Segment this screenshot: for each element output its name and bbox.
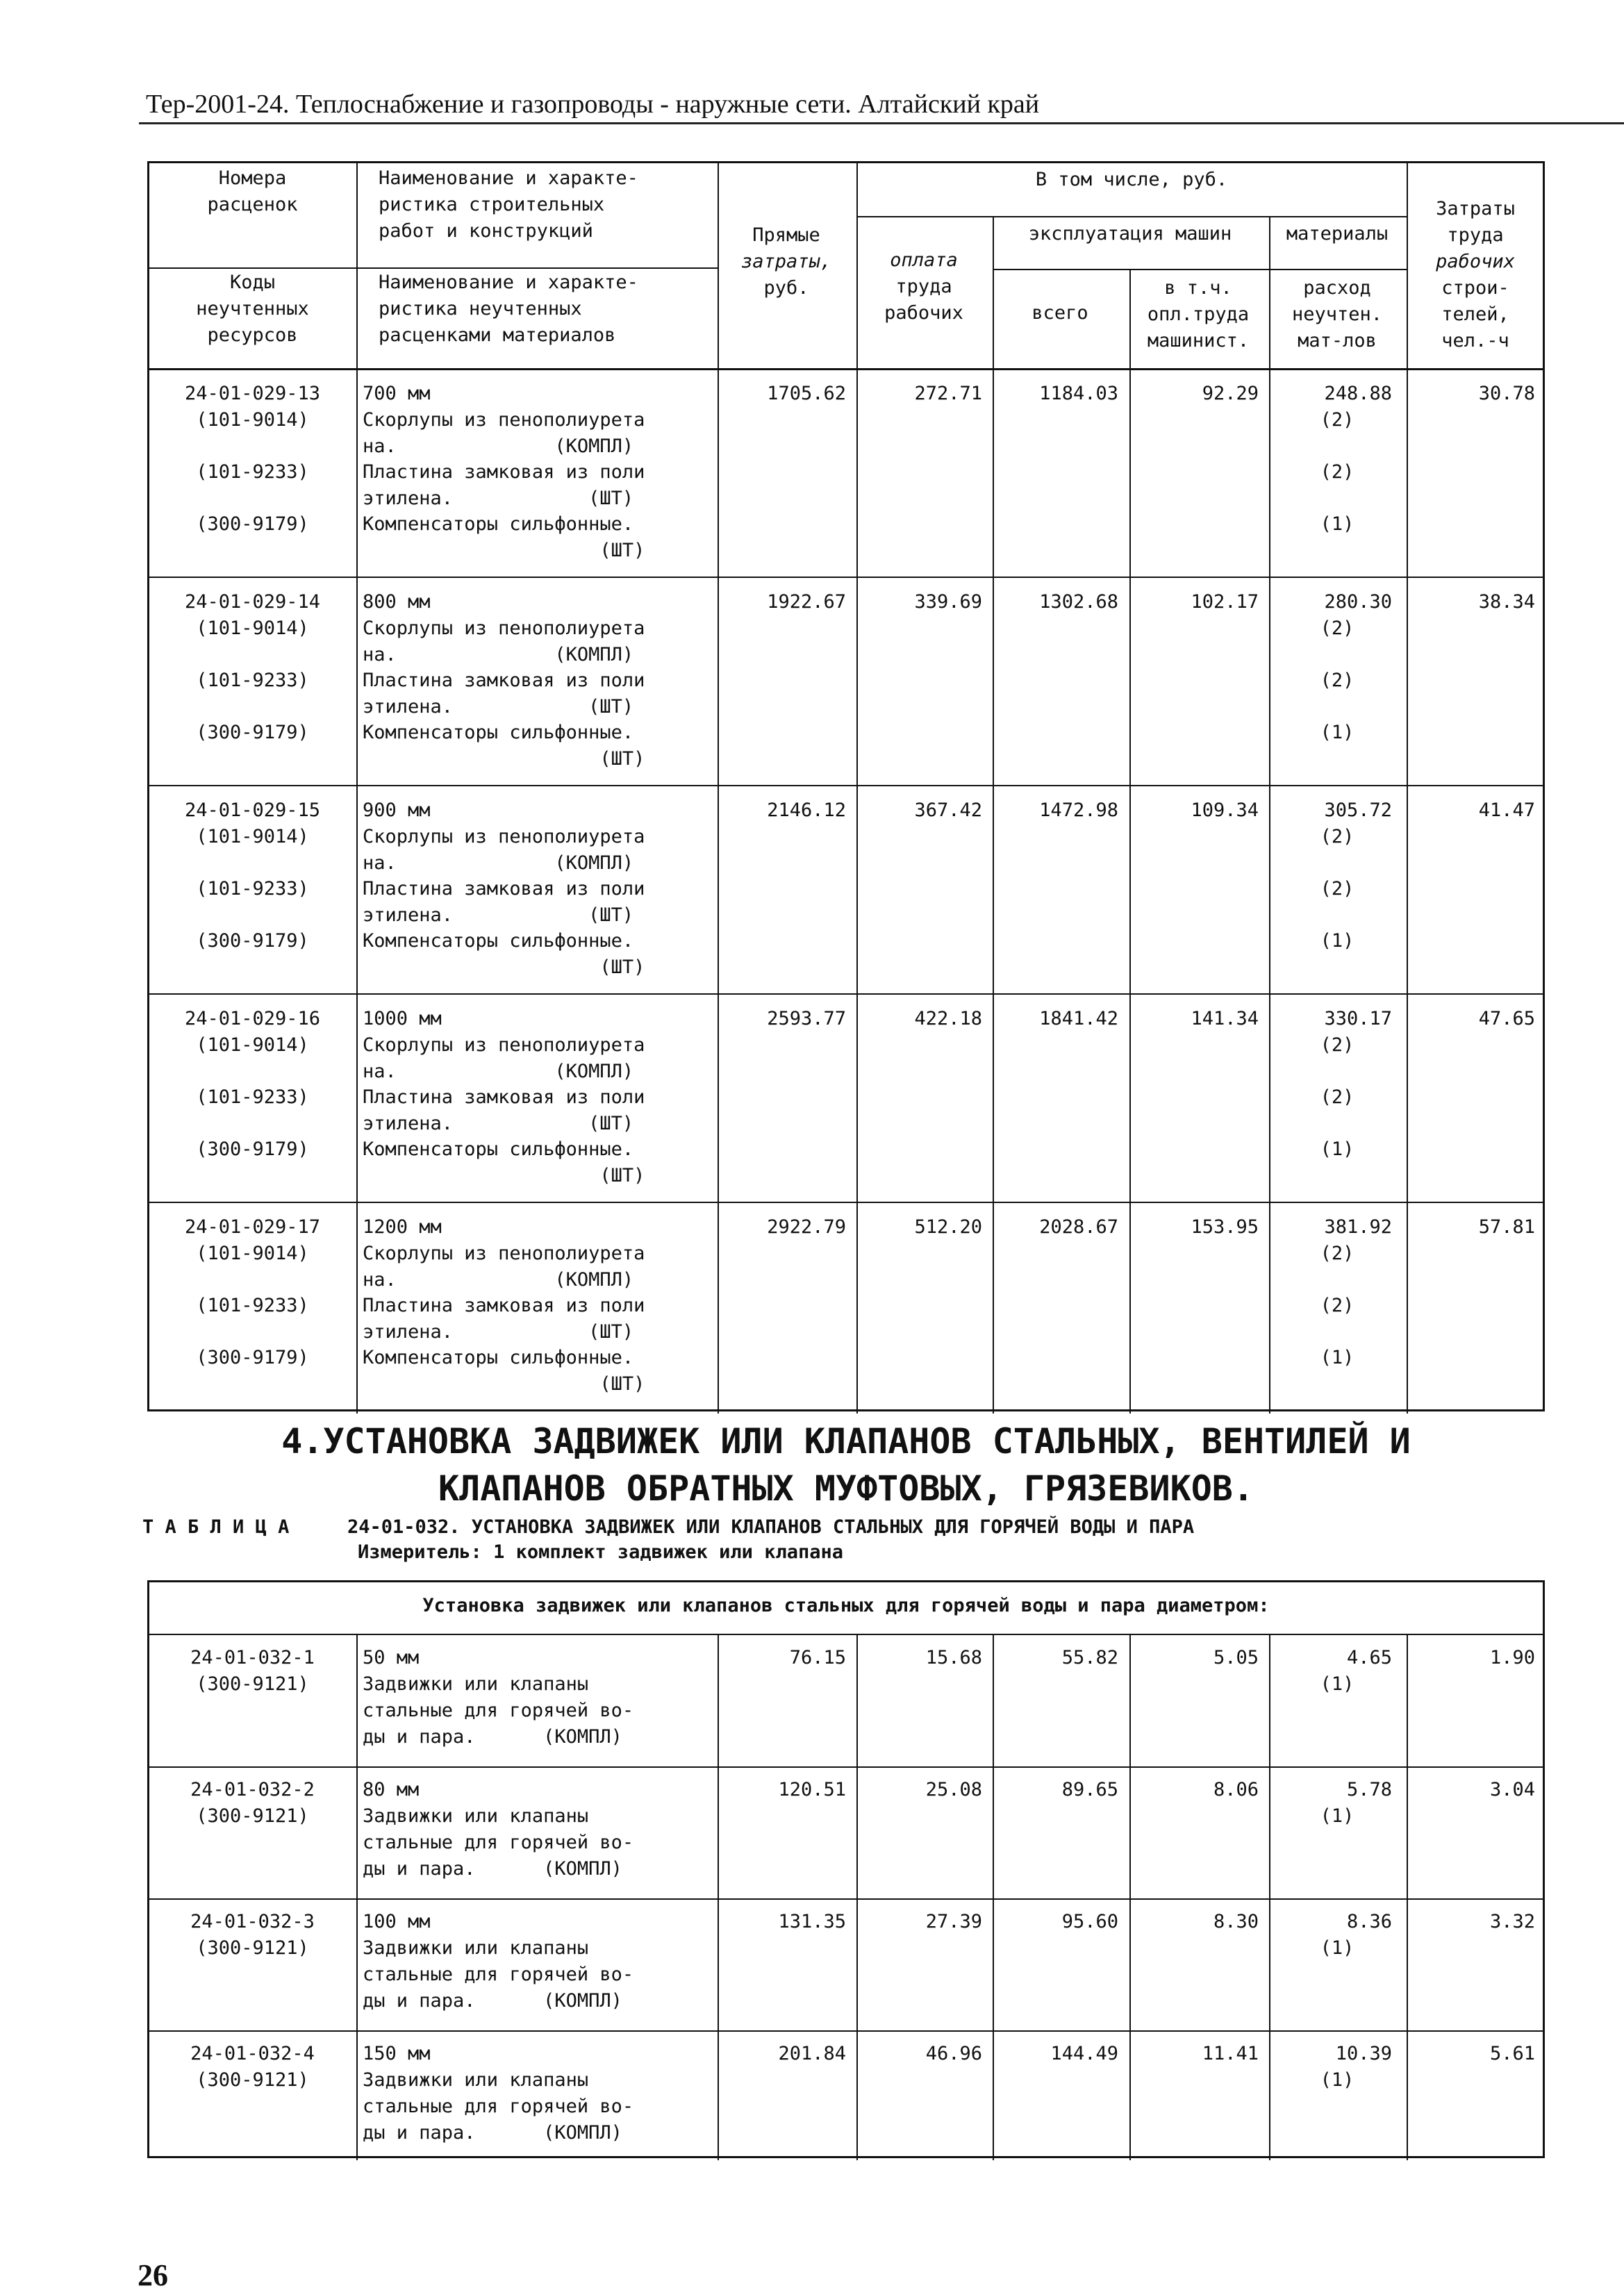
direct-costs: 2593.77: [767, 1008, 846, 1029]
resource-name: на. (КОМПЛ): [363, 644, 634, 665]
resource-name: на. (КОМПЛ): [363, 852, 634, 874]
materials: 280.30: [1324, 591, 1392, 613]
resource-code: (300-9179): [196, 1138, 309, 1160]
header-labor-pay: труда: [895, 276, 952, 297]
resource-name: стальные для горячей во-: [363, 2096, 634, 2117]
materials: 330.17: [1324, 1008, 1392, 1029]
header-labor-pay: оплата: [890, 249, 958, 271]
materials: 4.65: [1346, 1647, 1392, 1668]
machine-total: 55.82: [1061, 1647, 1118, 1668]
row-divider: [993, 269, 1407, 270]
resource-name: на. (КОМПЛ): [363, 1061, 634, 1082]
resource-code: (101-9014): [196, 826, 309, 847]
row-divider: [149, 785, 1543, 786]
col-divider: [1129, 1635, 1131, 2160]
resource-name: Пластина замковая из поли: [363, 670, 645, 691]
resource-code: (101-9014): [196, 1034, 309, 1056]
labor-pay: 272.71: [914, 383, 982, 404]
labor-hours: 30.78: [1478, 383, 1535, 404]
rate-code: 24-01-029-17: [184, 1216, 321, 1238]
resource-quantity: (1): [1320, 1673, 1354, 1695]
resource-quantity: (1): [1320, 1347, 1354, 1368]
rate-code: 24-01-032-1: [190, 1647, 315, 1668]
header-resource-codes: неучтенных: [196, 298, 309, 320]
direct-costs: 120.51: [778, 1779, 846, 1800]
operator-pay: 92.29: [1202, 383, 1259, 404]
resource-name: Пластина замковая из поли: [363, 1086, 645, 1108]
resource-quantity: (2): [1320, 409, 1354, 431]
direct-costs: 1705.62: [767, 383, 846, 404]
rate-code: 24-01-029-13: [184, 383, 321, 404]
operator-pay: 141.34: [1191, 1008, 1259, 1029]
resource-name: Компенсаторы сильфонные.: [363, 1347, 634, 1368]
operator-pay: 5.05: [1213, 1647, 1259, 1668]
header-including: В том числе, руб.: [1035, 169, 1228, 190]
header-resource-codes: ресурсов: [207, 324, 298, 346]
machine-total: 1472.98: [1039, 799, 1118, 821]
section-title-line-2: КЛАПАНОВ ОБРАТНЫХ МУФТОВЫХ, ГРЯЗЕВИКОВ.: [438, 1468, 1254, 1509]
machine-total: 144.49: [1050, 2043, 1118, 2064]
resource-quantity: (1): [1320, 722, 1354, 743]
header-labor-hours: строи-: [1441, 277, 1509, 299]
operator-pay: 102.17: [1191, 591, 1259, 613]
header-resource-codes: Коды: [229, 272, 276, 293]
col-divider: [993, 1635, 994, 2160]
machine-total: 2028.67: [1039, 1216, 1118, 1238]
resource-code: (101-9233): [196, 878, 309, 900]
table-label: Т А Б Л И Ц А: [142, 1516, 290, 1538]
header-material-consumption: расход: [1303, 277, 1371, 299]
resource-code: (101-9014): [196, 618, 309, 639]
rate-size: 800 мм: [363, 591, 431, 613]
section-title-line-1: 4.УСТАНОВКА ЗАДВИЖЕК ИЛИ КЛАПАНОВ СТАЛЬНЫХ, ВЕНТИЛЕЙ И: [281, 1421, 1411, 1461]
resource-name: на. (КОМПЛ): [363, 1269, 634, 1291]
header-material-consumption: мат-лов: [1298, 330, 1377, 351]
labor-pay: 422.18: [914, 1008, 982, 1029]
resource-name: Задвижки или клапаны: [363, 1805, 589, 1827]
direct-costs: 201.84: [778, 2043, 846, 2064]
rate-size: 1000 мм: [363, 1008, 442, 1029]
resource-name: ды и пара. (КОМПЛ): [363, 1858, 622, 1880]
operator-pay: 109.34: [1191, 799, 1259, 821]
labor-hours: 57.81: [1478, 1216, 1535, 1238]
resource-name: стальные для горячей во-: [363, 1964, 634, 1985]
resource-code: (101-9233): [196, 461, 309, 483]
direct-costs: 2146.12: [767, 799, 846, 821]
header-labor-hours: Затраты: [1436, 198, 1515, 219]
row-divider: [856, 216, 1407, 217]
resource-name: Задвижки или клапаны: [363, 2069, 589, 2091]
labor-hours: 41.47: [1478, 799, 1535, 821]
resource-name: Скорлупы из пенополиурета: [363, 618, 645, 639]
col-divider: [1129, 270, 1131, 1414]
materials: 10.39: [1335, 2043, 1392, 2064]
header-labor-hours: труда: [1447, 224, 1504, 246]
resource-code: (101-9014): [196, 409, 309, 431]
labor-hours: 1.90: [1489, 1647, 1535, 1668]
resource-quantity: (2): [1320, 1295, 1354, 1316]
resource-code: (101-9014): [196, 1243, 309, 1264]
resource-quantity: (1): [1320, 1138, 1354, 1160]
labor-hours: 47.65: [1478, 1008, 1535, 1029]
group-title: Установка задвижек или клапанов стальных для горячей воды и пара диаметром:: [422, 1595, 1270, 1616]
col-divider: [356, 1635, 358, 2160]
resource-name: этилена. (ШТ): [363, 1113, 634, 1134]
resource-name: стальные для горячей во-: [363, 1832, 634, 1853]
col-divider: [1407, 1635, 1408, 2160]
labor-hours: 38.34: [1478, 591, 1535, 613]
resource-code: (300-9179): [196, 513, 309, 535]
header-direct-costs: затраты,: [740, 251, 832, 272]
resource-quantity: (2): [1320, 878, 1354, 900]
header-material-name: Наименование и характе-: [379, 272, 638, 293]
header-work-name: ристика строительных: [379, 194, 605, 215]
row-divider: [149, 1766, 1543, 1768]
labor-pay: 46.96: [925, 2043, 982, 2064]
resource-name: (ШТ): [363, 748, 645, 770]
resource-quantity: (2): [1320, 618, 1354, 639]
rate-code: 24-01-029-16: [184, 1008, 321, 1029]
row-divider: [149, 1634, 1543, 1635]
resource-name: (ШТ): [363, 956, 645, 978]
header-operator-pay: в т.ч.: [1164, 277, 1232, 299]
labor-hours: 3.04: [1489, 1779, 1535, 1800]
rate-code: 24-01-029-14: [184, 591, 321, 613]
rate-code: 24-01-032-4: [190, 2043, 315, 2064]
table-measure: Измеритель: 1 комплект задвижек или клапана: [358, 1541, 843, 1563]
resource-name: Пластина замковая из поли: [363, 461, 645, 483]
row-divider: [149, 368, 1543, 370]
col-divider: [356, 163, 358, 1414]
resource-quantity: (1): [1320, 930, 1354, 952]
row-divider: [149, 1202, 1543, 1203]
rate-size: 700 мм: [363, 383, 431, 404]
machine-total: 95.60: [1061, 1911, 1118, 1932]
resource-name: ды и пара. (КОМПЛ): [363, 1990, 622, 2012]
rate-size: 100 мм: [363, 1911, 431, 1932]
header-rate-numbers: Номера: [218, 167, 287, 189]
machine-total: 1184.03: [1039, 383, 1118, 404]
resource-name: (ШТ): [363, 540, 645, 561]
resource-code: (300-9179): [196, 930, 309, 952]
rate-size: 80 мм: [363, 1779, 420, 1800]
labor-hours: 5.61: [1489, 2043, 1535, 2064]
rate-size: 1200 мм: [363, 1216, 442, 1238]
header-total: всего: [1031, 302, 1088, 324]
header-material-consumption: неучтен.: [1291, 304, 1383, 325]
rate-code: 24-01-032-3: [190, 1911, 315, 1932]
header-machine-operation: эксплуатация машин: [1028, 223, 1232, 245]
resource-code: (101-9233): [196, 1295, 309, 1316]
resource-name: ды и пара. (КОМПЛ): [363, 2122, 622, 2144]
header-labor-hours: телей,: [1441, 304, 1509, 325]
resource-name: ды и пара. (КОМПЛ): [363, 1726, 622, 1748]
resource-name: (ШТ): [363, 1165, 645, 1186]
resource-name: Пластина замковая из поли: [363, 878, 645, 900]
rate-size: 900 мм: [363, 799, 431, 821]
header-materials: материалы: [1286, 223, 1389, 245]
resource-name: Скорлупы из пенополиурета: [363, 1034, 645, 1056]
row-divider: [149, 1898, 1543, 1900]
resource-name: этилена. (ШТ): [363, 488, 634, 509]
materials: 305.72: [1324, 799, 1392, 821]
header-direct-costs: руб.: [763, 277, 809, 299]
header-operator-pay: опл.труда: [1147, 304, 1250, 325]
header-rate-numbers: расценок: [207, 194, 298, 215]
header-work-name: работ и конструкций: [379, 220, 593, 242]
resource-name: стальные для горячей во-: [363, 1700, 634, 1721]
resource-name: Компенсаторы сильфонные.: [363, 930, 634, 952]
resource-code: (101-9233): [196, 670, 309, 691]
row-divider: [149, 993, 1543, 995]
rate-code: 24-01-032-2: [190, 1779, 315, 1800]
row-divider: [149, 2030, 1543, 2032]
resource-name: Скорлупы из пенополиурета: [363, 1243, 645, 1264]
rate-size: 150 мм: [363, 2043, 431, 2064]
header-material-name: ристика неучтенных: [379, 298, 582, 320]
machine-total: 1302.68: [1039, 591, 1118, 613]
resource-quantity: (2): [1320, 826, 1354, 847]
resource-code: (300-9121): [196, 2069, 309, 2091]
materials: 381.92: [1324, 1216, 1392, 1238]
header-labor-hours: рабочих: [1436, 251, 1515, 272]
labor-pay: 15.68: [925, 1647, 982, 1668]
header-material-name: расценками материалов: [379, 324, 616, 346]
row-divider: [149, 577, 1543, 578]
operator-pay: 8.06: [1213, 1779, 1259, 1800]
resource-code: (300-9121): [196, 1805, 309, 1827]
resource-name: Скорлупы из пенополиурета: [363, 826, 645, 847]
resource-quantity: (1): [1320, 513, 1354, 535]
col-divider: [718, 1635, 719, 2160]
resource-name: Компенсаторы сильфонные.: [363, 513, 634, 535]
resource-quantity: (1): [1320, 1937, 1354, 1959]
materials: 8.36: [1346, 1911, 1392, 1932]
resource-name: Компенсаторы сильфонные.: [363, 722, 634, 743]
labor-pay: 339.69: [914, 591, 982, 613]
resource-name: (ШТ): [363, 1373, 645, 1395]
header-direct-costs: Прямые: [752, 224, 820, 246]
header-work-name: Наименование и характе-: [379, 167, 638, 189]
header-rule: [139, 122, 1624, 124]
resource-code: (300-9179): [196, 1347, 309, 1368]
resource-name: Пластина замковая из поли: [363, 1295, 645, 1316]
operator-pay: 8.30: [1213, 1911, 1259, 1932]
resource-quantity: (2): [1320, 1243, 1354, 1264]
resource-quantity: (2): [1320, 670, 1354, 691]
resource-name: этилена. (ШТ): [363, 904, 634, 926]
resource-name: этилена. (ШТ): [363, 1321, 634, 1343]
row-divider: [149, 267, 718, 269]
resource-name: Задвижки или клапаны: [363, 1673, 589, 1695]
machine-total: 1841.42: [1039, 1008, 1118, 1029]
resource-name: Скорлупы из пенополиурета: [363, 409, 645, 431]
operator-pay: 11.41: [1202, 2043, 1259, 2064]
rate-code: 24-01-029-15: [184, 799, 321, 821]
resource-name: на. (КОМПЛ): [363, 436, 634, 457]
resource-name: Задвижки или клапаны: [363, 1937, 589, 1959]
machine-total: 89.65: [1061, 1779, 1118, 1800]
direct-costs: 1922.67: [767, 591, 846, 613]
direct-costs: 76.15: [789, 1647, 846, 1668]
materials: 5.78: [1346, 1779, 1392, 1800]
resource-name: этилена. (ШТ): [363, 696, 634, 718]
resource-code: (300-9179): [196, 722, 309, 743]
header-labor-pay: рабочих: [884, 302, 963, 324]
header-labor-hours: чел.-ч: [1441, 330, 1509, 351]
rate-size: 50 мм: [363, 1647, 420, 1668]
resource-name: Компенсаторы сильфонные.: [363, 1138, 634, 1160]
resource-code: (101-9233): [196, 1086, 309, 1108]
running-header: Тер-2001-24. Теплоснабжение и газопроводы - наружные сети. Алтайский край: [146, 90, 1040, 119]
labor-pay: 27.39: [925, 1911, 982, 1932]
operator-pay: 153.95: [1191, 1216, 1259, 1238]
header-operator-pay: машинист.: [1147, 330, 1250, 351]
labor-pay: 512.20: [914, 1216, 982, 1238]
direct-costs: 2922.79: [767, 1216, 846, 1238]
col-divider: [856, 1635, 858, 2160]
labor-pay: 367.42: [914, 799, 982, 821]
resource-quantity: (2): [1320, 1086, 1354, 1108]
resource-quantity: (1): [1320, 1805, 1354, 1827]
resource-quantity: (2): [1320, 461, 1354, 483]
resource-code: (300-9121): [196, 1673, 309, 1695]
resource-code: (300-9121): [196, 1937, 309, 1959]
labor-hours: 3.32: [1489, 1911, 1535, 1932]
resource-quantity: (2): [1320, 1034, 1354, 1056]
resource-quantity: (1): [1320, 2069, 1354, 2091]
labor-pay: 25.08: [925, 1779, 982, 1800]
direct-costs: 131.35: [778, 1911, 846, 1932]
table-title: 24-01-032. УСТАНОВКА ЗАДВИЖЕК ИЛИ КЛАПАНОВ СТАЛЬНЫХ ДЛЯ ГОРЯЧЕЙ ВОДЫ И ПАРА: [347, 1516, 1195, 1538]
materials: 248.88: [1324, 383, 1392, 404]
page-number: 26: [138, 2258, 168, 2292]
